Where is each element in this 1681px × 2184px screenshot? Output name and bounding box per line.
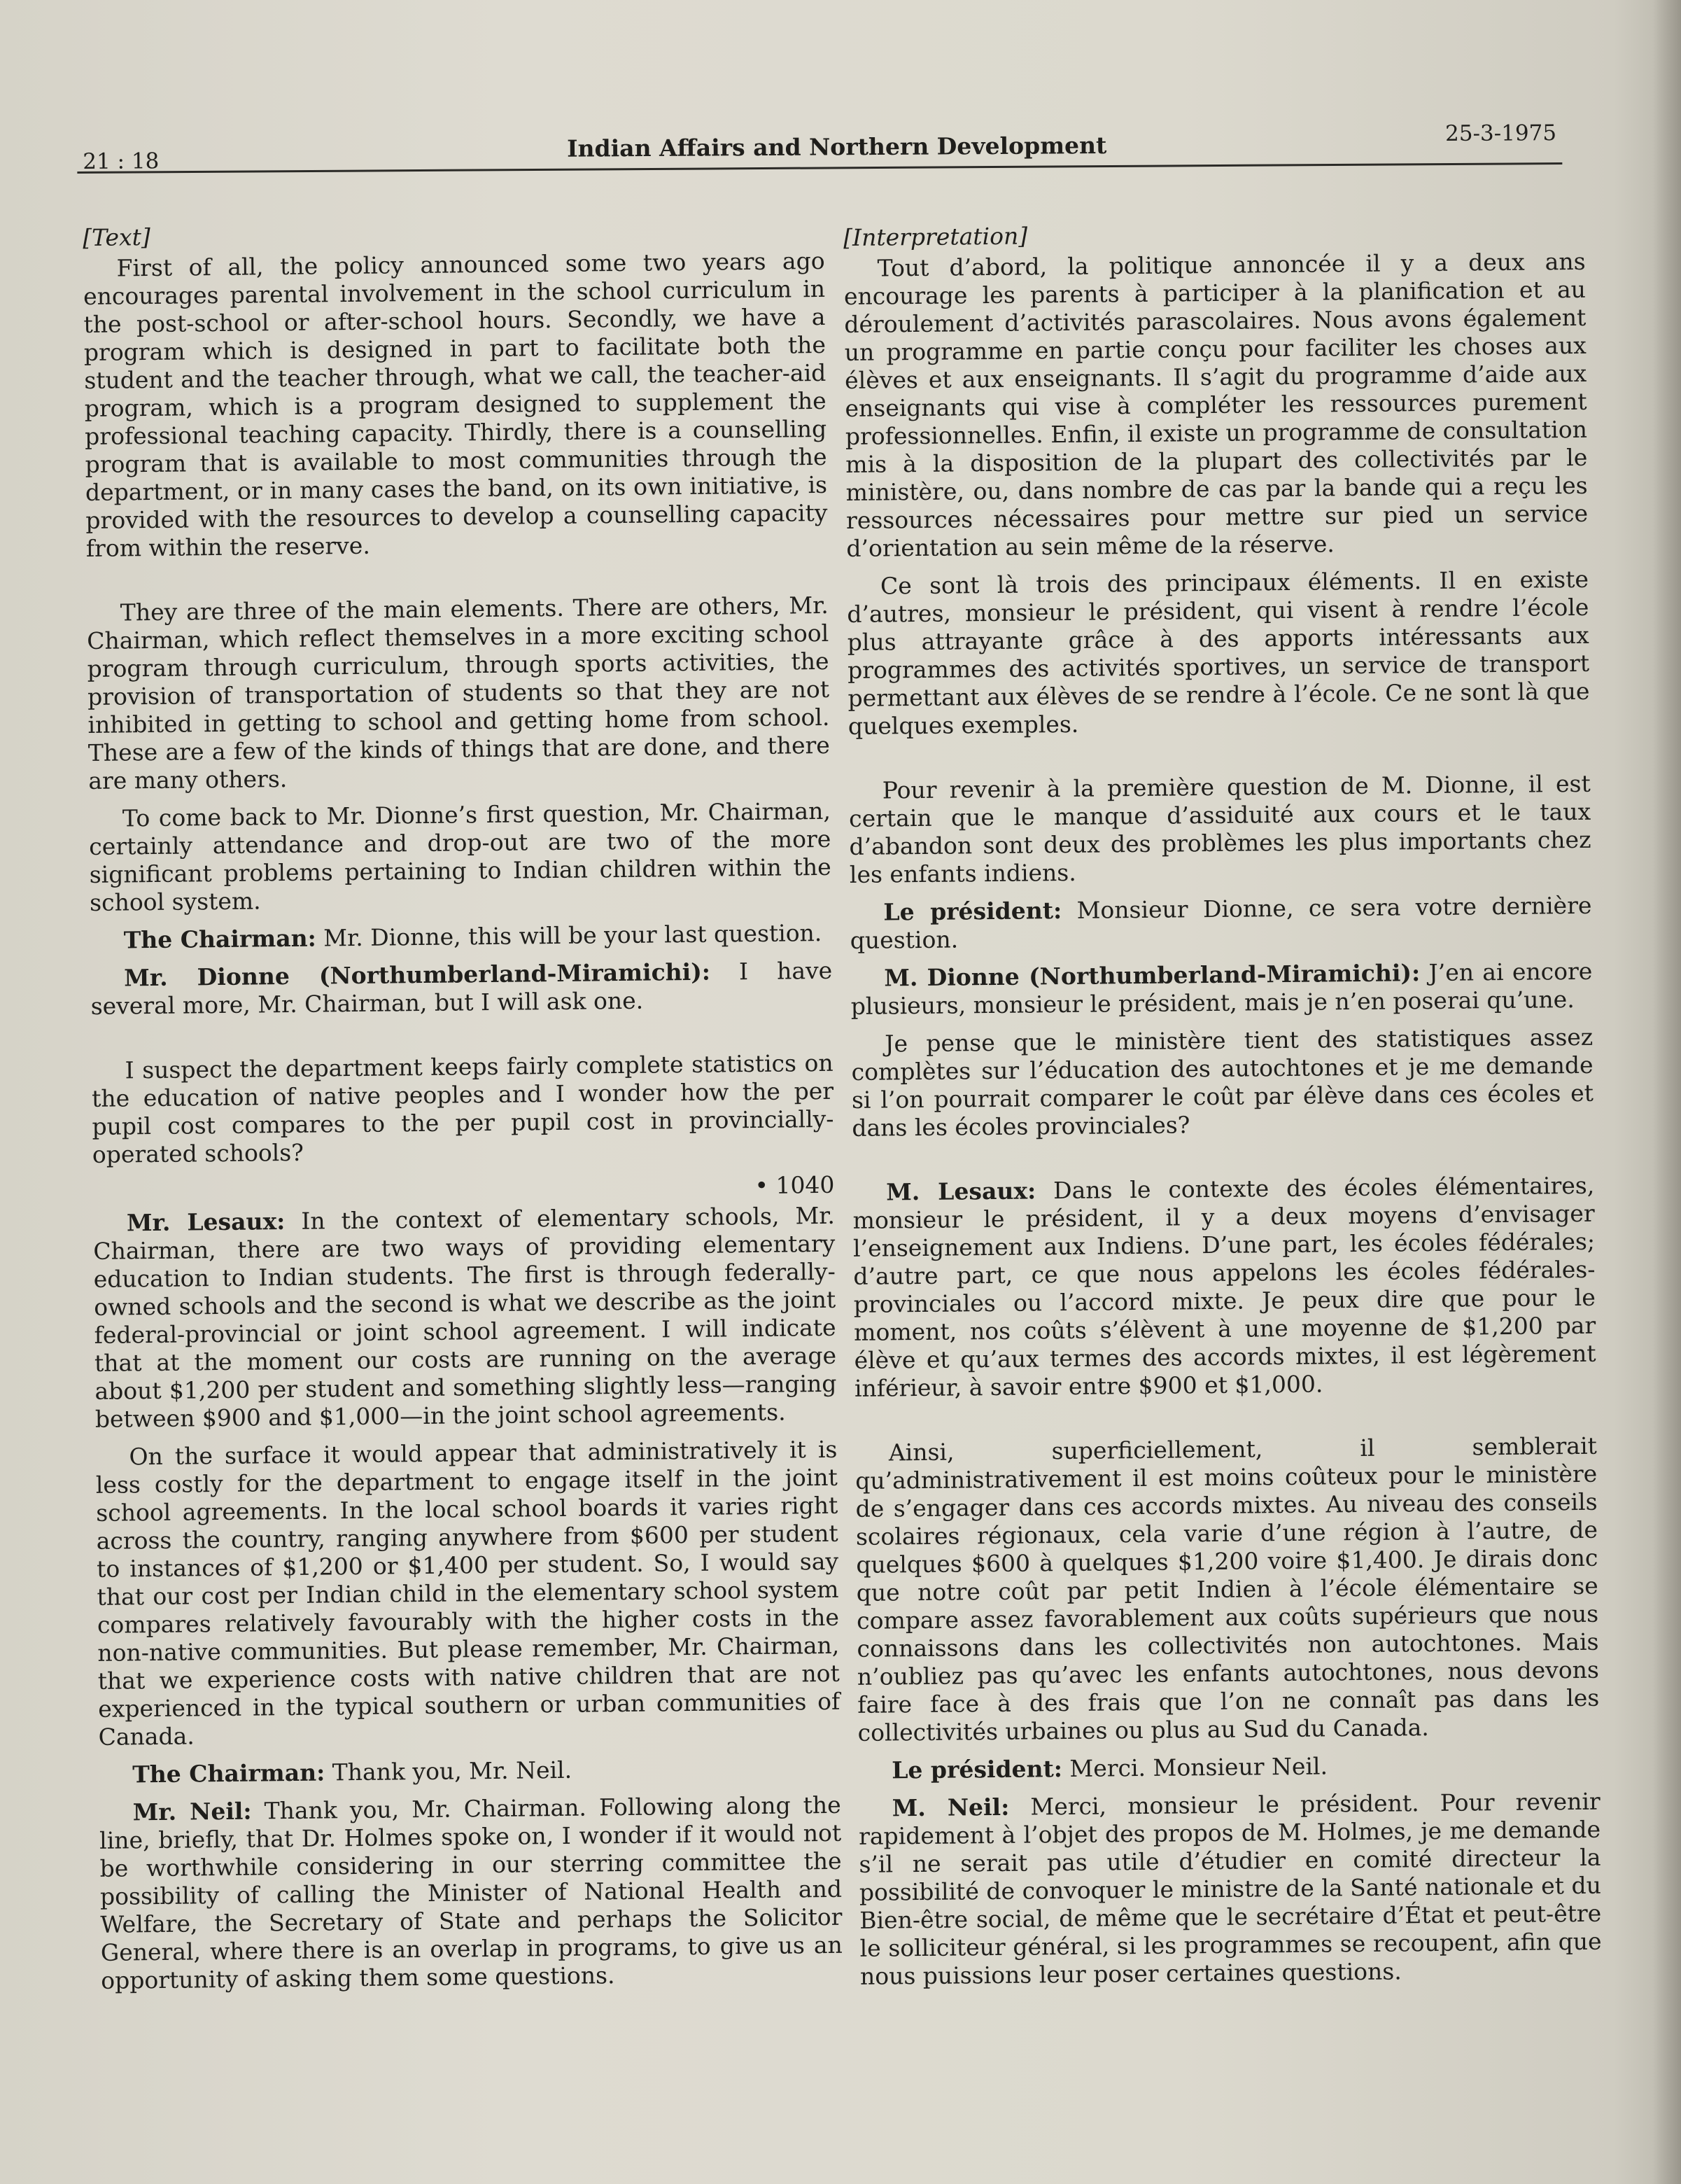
speaker-name: Mr. Neil:: [132, 1797, 252, 1826]
speaker-name: M. Dionne (Northumberland-Miramichi):: [884, 959, 1421, 992]
paragraph: [852, 1172, 1596, 1403]
paragraph: [851, 1023, 1594, 1142]
paragraph-text: Monsieur Dionne, ce sera votre dernière question.: [850, 891, 1592, 954]
paragraph: [855, 1432, 1600, 1747]
paragraph: [843, 248, 1588, 563]
paragraph: [87, 592, 831, 795]
page-number: 21 : 18: [83, 148, 160, 174]
paragraph-text: To come back to Mr. Dionne’s first question, Mr. Chairman, certainly attendance and drop-out are two of the more significant problems pertaining to Indian children within the school system.: [89, 797, 831, 916]
paragraph: [90, 919, 832, 955]
paragraph: [858, 1750, 1600, 1785]
section-label-interpretation: [Interpretation]: [843, 222, 1028, 251]
speaker-name: Le président:: [883, 897, 1062, 926]
paragraph: [95, 1436, 840, 1751]
speaker-name: M. Lesaux:: [886, 1177, 1036, 1206]
speaker-name: Le président:: [892, 1755, 1063, 1784]
paragraph-text: Mr. Dionne, this will be your last question.: [323, 918, 822, 952]
paragraph-text: First of all, the policy announced some two years ago encourages parental involvement in the school curriculum in the post-school or after-school hours. Secondly, we have a program which is designed in part to facilitate both the student and the teacher through, what we call, the teacher-aid program, which is a program designed to supplement the professional teaching capacity. Thirdly, there is a counselling program that is available to most communities through the department, or in many cases the band, on its own initiative, is provided with the resources to develop a counselling capacity from within the reserve.: [83, 246, 828, 562]
page-edge-shadow: [1653, 0, 1681, 2184]
paragraph: [859, 1788, 1603, 1991]
paragraph: [850, 892, 1592, 955]
paragraph-text: Thank you, Mr. Chairman. Following along the line, briefly, that Dr. Holmes spoke on, I wonder if it would not be worthwhile considering in our sterring committee the possibility of calling the Minister of National Health and Welfare, the Secretary of State and perhaps the Solicitor General, where there is an overlap in programs, to give us an opportunity of asking them some questions.: [99, 1791, 843, 1994]
speaker-name: Mr. Lesaux:: [126, 1208, 286, 1237]
paragraph: [99, 1754, 840, 1789]
paragraph: [850, 958, 1593, 1021]
paragraph-text: Merci, monsieur le président. Pour revenir rapidement à l’objet des propos de M. Holmes, je me demande s’il ne serait pas utile d’étudier en comité directeur la possibilité de convoquer le ministre de la Santé nationale et du Bien-être social, de même que le secrétaire d’État et peut-être le solliciteur général, si les programmes se recoupent, afin que nous puissions leur poser certaines questions.: [858, 1787, 1602, 1990]
speaker-name: Mr. Dionne (Northumberland-Miramichi):: [124, 958, 711, 992]
paragraph-text: Dans le contexte des écoles élémentaires, monsieur le président, il y a deux moyens d’envisager l’enseignement aux Indiens. D’une part, les écoles fédérales; d’autre part, ce que nous appelons les écoles fédérales-provinciales ou l’accord mixte. Je peux dire que pour le moment, nos coûts s’élèvent à une moyenne de $1,200 par élève et qu’aux termes des accords mixtes, il est légèrement inférieur, à savoir entre $900 et $1,000.: [852, 1171, 1596, 1402]
paragraph: [83, 247, 828, 563]
paragraph: [93, 1202, 837, 1434]
paragraph: [99, 1791, 843, 1995]
paragraph: [849, 770, 1591, 889]
paragraph-text: I suspect the department keeps fairly complete statistics on the education of native peoples and I wonder how the per pupil cost compares to the per pupil cost in provincially-operated schools?: [91, 1049, 834, 1168]
paragraph-text: Pour revenir à la première question de M. Dionne, il est certain que le manque d’assiduité aux cours et le taux d’abandon sont deux des problèmes les plus importants chez les enfants indiens.: [848, 769, 1591, 888]
paragraph: [847, 566, 1590, 741]
paragraph-text: They are three of the main elements. There are others, Mr. Chairman, which reflect themselves in a more exciting school program through curriculum, through sports activities, the provision of transportation of students so that they are not inhibited in getting to school and getting home from school. These are a few of the kinds of things that are done, and there are many others.: [87, 591, 831, 794]
speaker-name: The Chairman:: [123, 924, 316, 954]
section-label-text: [Text]: [83, 223, 151, 251]
paragraph: [91, 1049, 834, 1169]
running-title: Indian Affairs and Northern Development: [567, 132, 1107, 162]
french-column: [843, 217, 1602, 2001]
paragraph-text: On the surface it would appear that administratively it is less costly for the department to engage itself in the joint school agreements. In the local school boards it varies right across the country, ranging anywhere from $600 per student to instances of $1,200 or $1,400 per student. So, I would say that our cost per Indian child in the elementary school system compares relatively favourably with the higher costs in the non-native communities. But please remember, Mr. Chairman, that we experience costs with native children that are not experienced in the typical southern or urban communities of Canada.: [95, 1435, 840, 1751]
english-column: [83, 216, 843, 2005]
paragraph-text: Ce sont là trois des principaux éléments. Il en existe d’autres, monsieur le président, qui visent à rendre l’école plus attrayante grâce à des apports intéressants aux programmes des activités sportives, un service de transport permettant aux élèves de se rendre à l’école. Ce ne sont là que quelques exemples.: [847, 565, 1590, 740]
header-date: 25-3-1975: [1444, 120, 1557, 147]
paragraph-text: J’en ai encore plusieurs, monsieur le président, mais je n’en poserai qu’une.: [850, 957, 1593, 1020]
speaker-name: The Chairman:: [132, 1758, 325, 1788]
time-marker: • 1040: [754, 1170, 835, 1200]
paragraph-text: Tout d’abord, la politique annoncée il y a deux ans encourage les parents à participer à la planification et au déroulement d’activités parascolaires. Nous avons également un programme en partie conçu pour faciliter les choses aux élèves et aux enseignants. Il s’agit du programme d’aide aux enseignants qui vise à compléter les ressources purement professionnelles. Enfin, il existe un programme de consultation mis à la disposition de la plupart des collectivités par le ministère, ou, dans nombre de cas par la bande qui a reçu les ressources nécessaires pour mettre sur pied un service d’orientation au sein même de la réserve.: [843, 247, 1589, 562]
paragraph-text: Ainsi, superficiellement, il semblerait qu’administrativement il est moins coûteux pour le ministère de s’engager dans ces accords mixtes. Au niveau des conseils scolaires régionaux, cela varie d’une région à l’autre, de quelques $600 à quelques $1,200 voire $1,400. Je dirais donc que notre coût par petit Indien à l’école élémentaire se compare assez favorablement aux coûts supérieurs que nous connaissons dans les collectivités non autochtones. Mais n’oubliez pas qu’avec les enfants autochtones, nous devons faire face à des frais que l’on ne connaît pas dans les collectivités urbaines ou plus au Sud du Canada.: [855, 1432, 1600, 1746]
paragraph: [89, 797, 832, 917]
paragraph: [90, 957, 833, 1021]
paragraph-text: Merci. Monsieur Neil.: [1069, 1752, 1328, 1782]
page-header: [77, 120, 1562, 174]
paragraph-text: Thank you, Mr. Neil.: [332, 1756, 572, 1786]
speaker-name: M. Neil:: [892, 1793, 1010, 1822]
paragraph-text: In the context of elementary schools, Mr. Chairman, there are two ways of providing elementary education to Indian students. The first is through federally-owned schools and the second is what we describe as the joint federal-provincial or joint school agreement. I will indicate that at the moment our costs are running on the average about $1,200 per student and something slightly less—ranging between $900 and $1,000—in the joint school agreements.: [93, 1201, 837, 1433]
paragraph-text: I have several more, Mr. Chairman, but I will ask one.: [90, 956, 833, 1020]
paragraph-text: Je pense que le ministère tient des statistiques assez complètes sur l’éducation des autochtones et je me demande si l’on pourrait comparer le coût par élève dans ces écoles et dans les écoles provinciales?: [851, 1023, 1594, 1142]
